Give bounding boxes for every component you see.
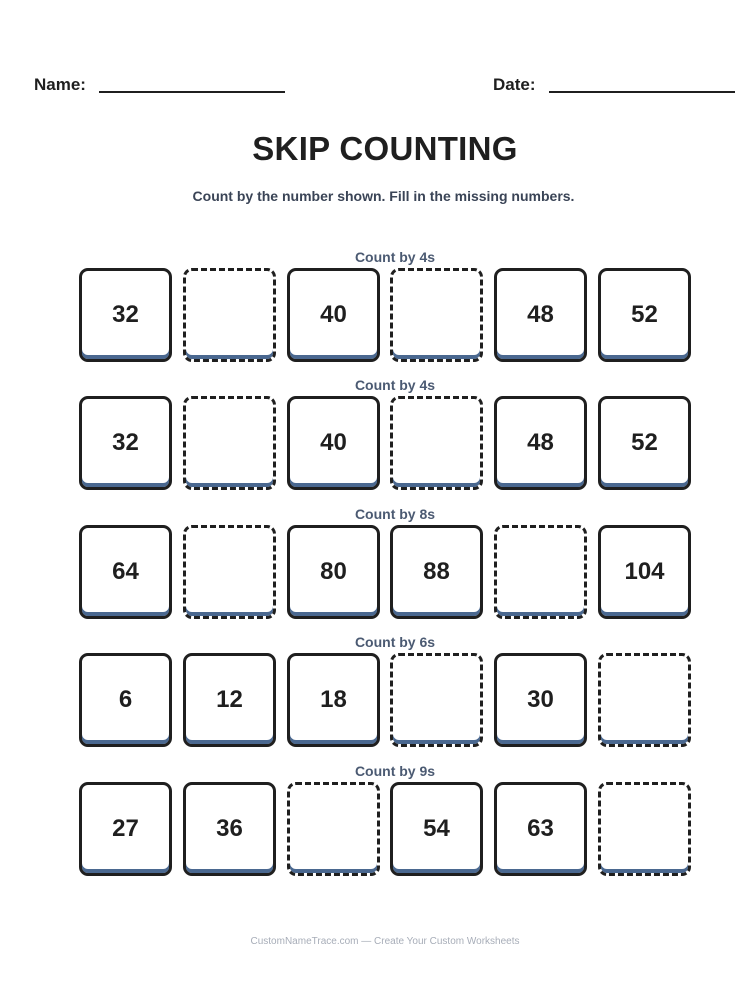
number-box: 52	[598, 268, 691, 362]
blank-answer-box[interactable]	[390, 396, 483, 490]
blank-answer-box[interactable]	[390, 268, 483, 362]
name-field	[34, 75, 285, 95]
section-label: Count by 8s	[354, 506, 436, 522]
number-box: 80	[287, 525, 380, 619]
date-blank-line[interactable]	[549, 91, 735, 93]
number-box: 30	[494, 653, 587, 747]
blank-answer-box[interactable]	[494, 525, 587, 619]
skip-count-section	[79, 633, 691, 749]
number-box: 52	[598, 396, 691, 490]
number-box: 27	[79, 782, 172, 876]
skip-count-section	[79, 505, 691, 621]
section-label: Count by 4s	[354, 249, 436, 265]
blank-answer-box[interactable]	[390, 653, 483, 747]
number-box: 12	[183, 653, 276, 747]
blank-answer-box[interactable]	[183, 268, 276, 362]
blank-answer-box[interactable]	[183, 396, 276, 490]
blank-answer-box[interactable]	[287, 782, 380, 876]
skip-count-section	[79, 376, 691, 492]
date-field	[493, 75, 735, 95]
number-box-row	[79, 525, 691, 621]
number-box: 32	[79, 268, 172, 362]
number-box: 54	[390, 782, 483, 876]
name-label: Name:	[34, 75, 86, 94]
number-box-row	[79, 268, 691, 364]
section-label: Count by 9s	[354, 763, 436, 779]
number-box-row	[79, 396, 691, 492]
number-box: 32	[79, 396, 172, 490]
blank-answer-box[interactable]	[183, 525, 276, 619]
instructions: Count by the number shown. Fill in the missing numbers.	[192, 188, 575, 204]
number-box: 40	[287, 396, 380, 490]
skip-count-section	[79, 762, 691, 878]
blank-answer-box[interactable]	[598, 653, 691, 747]
number-box: 18	[287, 653, 380, 747]
date-label: Date:	[493, 75, 536, 94]
footer-credit: CustomNameTrace.com — Create Your Custom Worksheets	[250, 936, 520, 947]
blank-answer-box[interactable]	[598, 782, 691, 876]
number-box: 63	[494, 782, 587, 876]
number-box: 104	[598, 525, 691, 619]
section-label: Count by 6s	[354, 634, 436, 650]
section-label: Count by 4s	[354, 377, 436, 393]
number-box: 48	[494, 396, 587, 490]
number-box: 88	[390, 525, 483, 619]
number-box: 6	[79, 653, 172, 747]
worksheet-title: SKIP COUNTING	[252, 130, 518, 167]
number-box-row	[79, 653, 691, 749]
number-box-row	[79, 782, 691, 878]
number-box: 64	[79, 525, 172, 619]
number-box: 40	[287, 268, 380, 362]
name-blank-line[interactable]	[99, 91, 285, 93]
number-box: 36	[183, 782, 276, 876]
skip-count-section	[79, 248, 691, 364]
number-box: 48	[494, 268, 587, 362]
